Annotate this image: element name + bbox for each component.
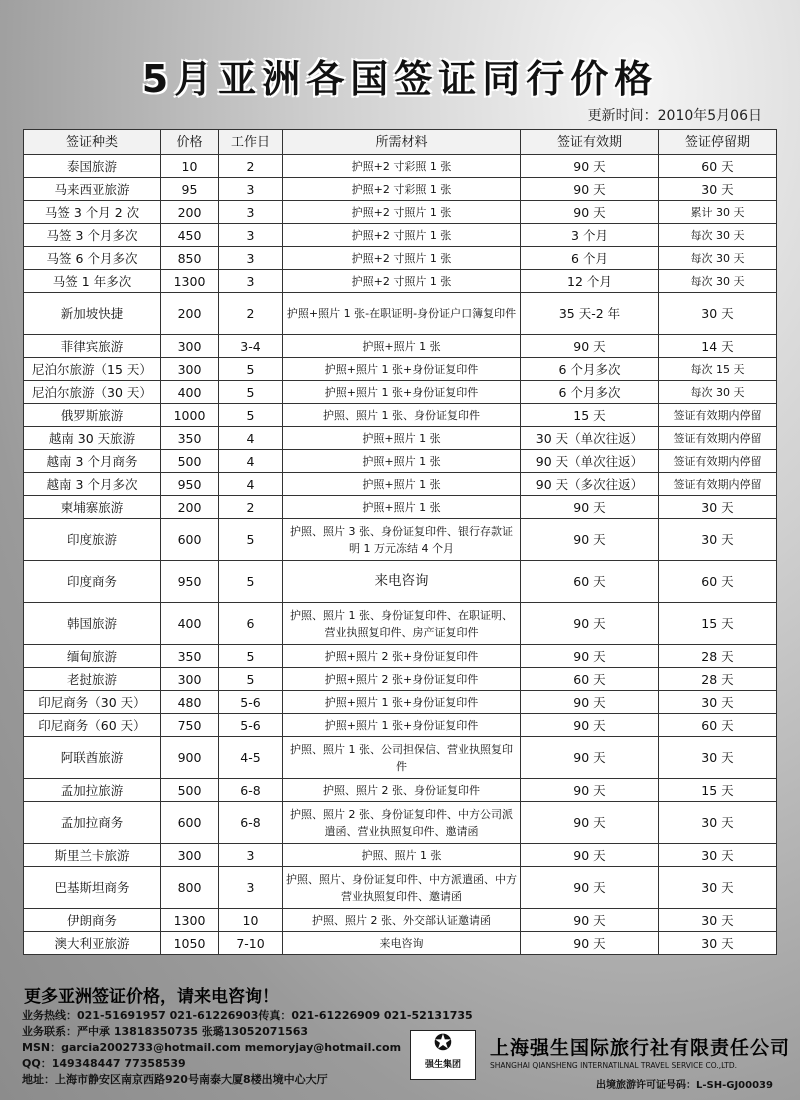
validity-cell: 6 个月多次: [521, 358, 659, 381]
materials-cell: 护照+照片 1 张+身份证复印件: [283, 381, 521, 404]
price-cell: 800: [161, 867, 219, 909]
stay-cell: 签证有效期内停留: [659, 473, 777, 496]
stay-cell: 累计 30 天: [659, 201, 777, 224]
validity-cell: 15 天: [521, 404, 659, 427]
stay-cell: 30 天: [659, 691, 777, 714]
table-row: [24, 561, 777, 603]
stay-cell: 60 天: [659, 155, 777, 178]
price-cell: 1050: [161, 932, 219, 955]
price-cell: 600: [161, 802, 219, 844]
price-cell: 300: [161, 844, 219, 867]
column-header: 价格: [161, 130, 219, 155]
materials-cell: 来电咨询: [283, 932, 521, 955]
validity-cell: 90 天: [521, 844, 659, 867]
table-row: [24, 427, 777, 450]
visa-type-cell: 马签 6 个月多次: [24, 247, 161, 270]
table-body: [24, 155, 777, 955]
validity-cell: 90 天: [521, 932, 659, 955]
price-cell: 450: [161, 224, 219, 247]
stay-cell: 28 天: [659, 668, 777, 691]
logo-icon: ✪: [433, 1031, 453, 1056]
workdays-cell: 2: [219, 293, 283, 335]
price-cell: 500: [161, 779, 219, 802]
table-row: [24, 201, 777, 224]
visa-type-cell: 伊朗商务: [24, 909, 161, 932]
workdays-cell: 5: [219, 561, 283, 603]
validity-cell: 90 天: [521, 909, 659, 932]
validity-cell: 90 天（多次往返）: [521, 473, 659, 496]
validity-cell: 90 天（单次往返）: [521, 450, 659, 473]
price-cell: 950: [161, 561, 219, 603]
visa-type-cell: 俄罗斯旅游: [24, 404, 161, 427]
price-cell: 350: [161, 427, 219, 450]
price-cell: 400: [161, 603, 219, 645]
workdays-cell: 10: [219, 909, 283, 932]
visa-type-cell: 马签 3 个月多次: [24, 224, 161, 247]
visa-type-cell: 印尼商务（60 天）: [24, 714, 161, 737]
materials-cell: 护照+2 寸照片 1 张: [283, 224, 521, 247]
visa-type-cell: 印度旅游: [24, 519, 161, 561]
validity-cell: 90 天: [521, 519, 659, 561]
table-header-row: [24, 130, 777, 155]
logo-text: 强生集团: [424, 1060, 461, 1070]
workdays-cell: 7-10: [219, 932, 283, 955]
visa-type-cell: 孟加拉旅游: [24, 779, 161, 802]
address-text: 地址：上海市静安区南京西路920号南泰大厦8楼出境中心大厅: [22, 1073, 328, 1086]
validity-cell: 3 个月: [521, 224, 659, 247]
column-header: 工作日: [219, 130, 283, 155]
stay-cell: 30 天: [659, 178, 777, 201]
workdays-cell: 2: [219, 496, 283, 519]
table-row: [24, 779, 777, 802]
price-cell: 400: [161, 381, 219, 404]
workdays-cell: 4: [219, 450, 283, 473]
stay-cell: 30 天: [659, 519, 777, 561]
validity-cell: 90 天: [521, 691, 659, 714]
price-cell: 300: [161, 358, 219, 381]
price-cell: 750: [161, 714, 219, 737]
materials-cell: 护照+照片 1 张: [283, 473, 521, 496]
stay-cell: 60 天: [659, 561, 777, 603]
validity-cell: 90 天: [521, 802, 659, 844]
stay-cell: 签证有效期内停留: [659, 450, 777, 473]
stay-cell: 30 天: [659, 909, 777, 932]
stay-cell: 每次 30 天: [659, 381, 777, 404]
table-row: [24, 668, 777, 691]
materials-cell: 护照+2 寸照片 1 张: [283, 270, 521, 293]
visa-type-cell: 韩国旅游: [24, 603, 161, 645]
contact-persons: 业务联系：严中承 13818350735 张璐13052071563: [22, 1025, 309, 1038]
price-cell: 300: [161, 668, 219, 691]
table-row: [24, 603, 777, 645]
workdays-cell: 6-8: [219, 779, 283, 802]
visa-type-cell: 尼泊尔旅游（30 天）: [24, 381, 161, 404]
validity-cell: 90 天: [521, 779, 659, 802]
visa-type-cell: 越南 3 个月多次: [24, 473, 161, 496]
validity-cell: 6 个月多次: [521, 381, 659, 404]
price-cell: 900: [161, 737, 219, 779]
materials-cell: 护照+照片 1 张+身份证复印件: [283, 691, 521, 714]
workdays-cell: 5: [219, 668, 283, 691]
visa-type-cell: 老挝旅游: [24, 668, 161, 691]
price-cell: 350: [161, 645, 219, 668]
table-row: [24, 802, 777, 844]
price-cell: 10: [161, 155, 219, 178]
workdays-cell: 3: [219, 247, 283, 270]
stay-cell: 30 天: [659, 737, 777, 779]
workdays-cell: 3-4: [219, 335, 283, 358]
table-row: [24, 714, 777, 737]
stay-cell: 30 天: [659, 844, 777, 867]
workdays-cell: 5: [219, 519, 283, 561]
visa-type-cell: 印尼商务（30 天）: [24, 691, 161, 714]
price-cell: 950: [161, 473, 219, 496]
visa-type-cell: 澳大利亚旅游: [24, 932, 161, 955]
materials-cell: 护照+照片 1 张-在职证明-身份证户口簿复印件: [283, 293, 521, 335]
price-cell: 300: [161, 335, 219, 358]
workdays-cell: 6: [219, 603, 283, 645]
validity-cell: 35 天-2 年: [521, 293, 659, 335]
workdays-cell: 4: [219, 427, 283, 450]
table-row: [24, 270, 777, 293]
price-cell: 1300: [161, 909, 219, 932]
stay-cell: 签证有效期内停留: [659, 427, 777, 450]
workdays-cell: 3: [219, 201, 283, 224]
workdays-cell: 5: [219, 358, 283, 381]
validity-cell: 90 天: [521, 335, 659, 358]
table-row: [24, 867, 777, 909]
workdays-cell: 3: [219, 867, 283, 909]
workdays-cell: 6-8: [219, 802, 283, 844]
stay-cell: 30 天: [659, 496, 777, 519]
stay-cell: 每次 30 天: [659, 224, 777, 247]
visa-type-cell: 越南 30 天旅游: [24, 427, 161, 450]
visa-type-cell: 柬埔寨旅游: [24, 496, 161, 519]
validity-cell: 90 天: [521, 496, 659, 519]
table-row: [24, 247, 777, 270]
visa-type-cell: 菲律宾旅游: [24, 335, 161, 358]
validity-cell: 90 天: [521, 603, 659, 645]
table-row: [24, 404, 777, 427]
visa-type-cell: 马签 1 年多次: [24, 270, 161, 293]
stay-cell: 28 天: [659, 645, 777, 668]
validity-cell: 30 天（单次往返）: [521, 427, 659, 450]
visa-price-table: [23, 129, 777, 955]
visa-type-cell: 孟加拉商务: [24, 802, 161, 844]
table-row: [24, 691, 777, 714]
materials-cell: 护照+2 寸照片 1 张: [283, 201, 521, 224]
materials-cell: 护照+2 寸彩照 1 张: [283, 155, 521, 178]
materials-cell: 护照、照片 2 张、身份证复印件、中方公司派遣函、营业执照复印件、邀请函: [283, 802, 521, 844]
table-row: [24, 155, 777, 178]
column-header: 签证种类: [24, 130, 161, 155]
table-row: [24, 844, 777, 867]
table-row: [24, 224, 777, 247]
visa-type-cell: 尼泊尔旅游（15 天）: [24, 358, 161, 381]
table-row: [24, 450, 777, 473]
validity-cell: 90 天: [521, 737, 659, 779]
materials-cell: 护照、照片 1 张、身份证复印件、在职证明、营业执照复印件、房产证复印件: [283, 603, 521, 645]
page-title: 5月亚洲各国签证同行价格: [141, 57, 659, 101]
stay-cell: 30 天: [659, 802, 777, 844]
workdays-cell: 3: [219, 844, 283, 867]
table-row: [24, 909, 777, 932]
price-cell: 480: [161, 691, 219, 714]
validity-cell: 90 天: [521, 155, 659, 178]
materials-cell: 护照+照片 1 张: [283, 450, 521, 473]
price-cell: 95: [161, 178, 219, 201]
validity-cell: 60 天: [521, 561, 659, 603]
more-info-callout: 更多亚洲签证价格，请来电咨询！: [24, 987, 279, 1007]
workdays-cell: 5-6: [219, 714, 283, 737]
stay-cell: 签证有效期内停留: [659, 404, 777, 427]
workdays-cell: 5-6: [219, 691, 283, 714]
materials-cell: 护照+照片 2 张+身份证复印件: [283, 668, 521, 691]
price-cell: 500: [161, 450, 219, 473]
visa-type-cell: 新加坡快捷: [24, 293, 161, 335]
visa-type-cell: 马签 3 个月 2 次: [24, 201, 161, 224]
validity-cell: 90 天: [521, 867, 659, 909]
table-row: [24, 178, 777, 201]
stay-cell: 15 天: [659, 603, 777, 645]
price-cell: 200: [161, 201, 219, 224]
materials-cell: 护照、照片 1 张、公司担保信、营业执照复印件: [283, 737, 521, 779]
company-logo: [410, 1030, 476, 1080]
materials-cell: 护照、照片、身份证复印件、中方派遣函、中方营业执照复印件、邀请函: [283, 867, 521, 909]
company-name: 上海强生国际旅行社有限责任公司: [490, 1037, 791, 1059]
materials-cell: 护照、照片 1 张、身份证复印件: [283, 404, 521, 427]
price-cell: 200: [161, 496, 219, 519]
price-cell: 200: [161, 293, 219, 335]
qq-text: QQ：149348447 77358539: [22, 1057, 186, 1070]
validity-cell: 60 天: [521, 668, 659, 691]
materials-cell: 护照、照片 1 张: [283, 844, 521, 867]
workdays-cell: 4-5: [219, 737, 283, 779]
column-header: 签证停留期: [659, 130, 777, 155]
stay-cell: 每次 30 天: [659, 270, 777, 293]
contact-block: [22, 1008, 473, 1088]
workdays-cell: 5: [219, 381, 283, 404]
visa-type-cell: 印度商务: [24, 561, 161, 603]
visa-type-cell: 斯里兰卡旅游: [24, 844, 161, 867]
stay-cell: 每次 15 天: [659, 358, 777, 381]
stay-cell: 每次 30 天: [659, 247, 777, 270]
price-cell: 1000: [161, 404, 219, 427]
visa-type-cell: 泰国旅游: [24, 155, 161, 178]
materials-cell: 护照+照片 2 张+身份证复印件: [283, 645, 521, 668]
stay-cell: 60 天: [659, 714, 777, 737]
workdays-cell: 3: [219, 224, 283, 247]
table-row: [24, 496, 777, 519]
visa-type-cell: 阿联酋旅游: [24, 737, 161, 779]
table-row: [24, 519, 777, 561]
workdays-cell: 5: [219, 645, 283, 668]
visa-type-cell: 缅甸旅游: [24, 645, 161, 668]
stay-cell: 14 天: [659, 335, 777, 358]
hotline-text: 业务热线：021-51691957 021-61226903传真：021-61226909 021-52131735: [22, 1009, 473, 1022]
materials-cell: 护照+2 寸照片 1 张: [283, 247, 521, 270]
materials-cell: 护照+2 寸彩照 1 张: [283, 178, 521, 201]
table-row: [24, 645, 777, 668]
validity-cell: 6 个月: [521, 247, 659, 270]
materials-cell: 护照+照片 1 张: [283, 427, 521, 450]
price-cell: 600: [161, 519, 219, 561]
visa-type-cell: 马来西亚旅游: [24, 178, 161, 201]
company-name-en: SHANGHAI QIANSHENG INTERNATILNAL TRAVEL SERVICE CO.,LTD.: [490, 1061, 737, 1070]
table-row: [24, 335, 777, 358]
visa-type-cell: 巴基斯坦商务: [24, 867, 161, 909]
validity-cell: 90 天: [521, 201, 659, 224]
workdays-cell: 5: [219, 404, 283, 427]
column-header: 所需材料: [283, 130, 521, 155]
stay-cell: 30 天: [659, 867, 777, 909]
workdays-cell: 3: [219, 178, 283, 201]
table-row: [24, 381, 777, 404]
table-row: [24, 358, 777, 381]
stay-cell: 30 天: [659, 293, 777, 335]
price-cell: 1300: [161, 270, 219, 293]
validity-cell: 90 天: [521, 178, 659, 201]
workdays-cell: 4: [219, 473, 283, 496]
license-number: 出境旅游许可证号码：L-SH-GJ00039: [596, 1080, 773, 1091]
msn-text: MSN：garcia2002733@hotmail.com memoryjay@hotmail.com: [22, 1041, 402, 1054]
update-time: 更新时间：2010年5月06日: [587, 108, 762, 124]
stay-cell: 30 天: [659, 932, 777, 955]
materials-cell: 护照+照片 1 张: [283, 335, 521, 358]
workdays-cell: 2: [219, 155, 283, 178]
materials-cell: 护照+照片 1 张: [283, 496, 521, 519]
materials-cell: 护照、照片 2 张、外交部认证邀请函: [283, 909, 521, 932]
stay-cell: 15 天: [659, 779, 777, 802]
materials-cell: 护照+照片 1 张+身份证复印件: [283, 358, 521, 381]
table-row: [24, 932, 777, 955]
materials-cell: 护照、照片 3 张、身份证复印件、银行存款证明 1 万元冻结 4 个月: [283, 519, 521, 561]
workdays-cell: 3: [219, 270, 283, 293]
validity-cell: 12 个月: [521, 270, 659, 293]
price-cell: 850: [161, 247, 219, 270]
materials-cell: 护照、照片 2 张、身份证复印件: [283, 779, 521, 802]
validity-cell: 90 天: [521, 645, 659, 668]
validity-cell: 90 天: [521, 714, 659, 737]
table-row: [24, 293, 777, 335]
materials-cell: 护照+照片 1 张+身份证复印件: [283, 714, 521, 737]
materials-cell: 来电咨询: [283, 561, 521, 603]
visa-type-cell: 越南 3 个月商务: [24, 450, 161, 473]
table-row: [24, 473, 777, 496]
column-header: 签证有效期: [521, 130, 659, 155]
table-row: [24, 737, 777, 779]
